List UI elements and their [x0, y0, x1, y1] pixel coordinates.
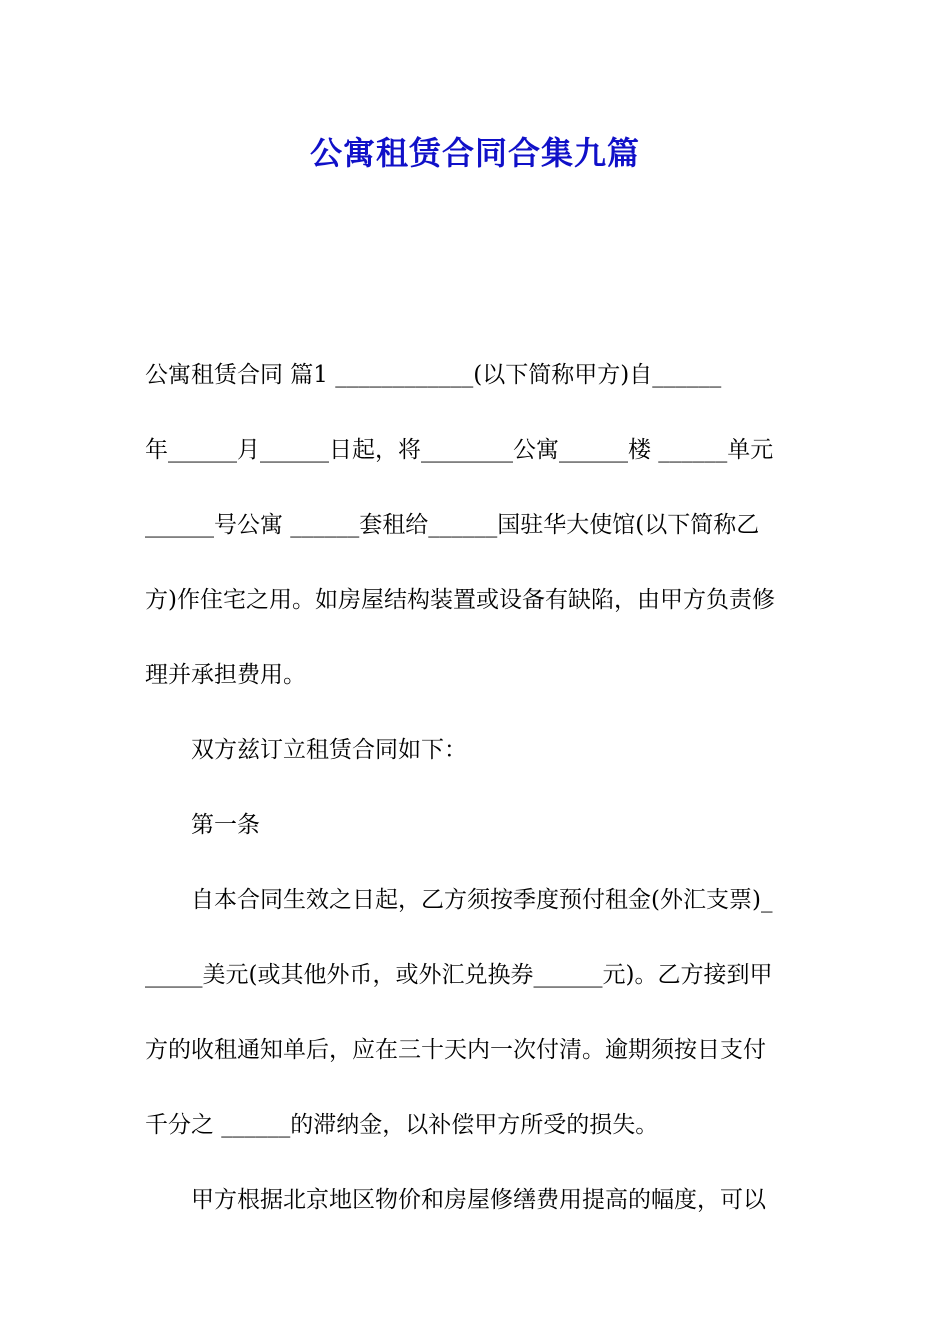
text-line: _____美元(或其他外币，或外汇兑换券______元)。乙方接到甲	[145, 962, 773, 988]
text-line: 年______月______日起，将________公寓______楼 ______单元	[145, 437, 774, 463]
text-line: 千分之 ______的滞纳金，以补偿甲方所受的损失。	[145, 1112, 659, 1138]
text-line: 第一条	[191, 812, 260, 838]
text-line: 方的收租通知单后，应在三十天内一次付清。逾期须按日支付	[145, 1037, 766, 1063]
document-title: 公寓租赁合同合集九篇	[309, 134, 640, 172]
text-line: 方)作住宅之用。如房屋结构装置或设备有缺陷，由甲方负责修	[145, 587, 775, 613]
text-line: 公寓租赁合同 篇1 ____________(以下简称甲方)自______	[145, 362, 722, 388]
text-line: ______号公寓 ______套租给______国驻华大使馆(以下简称乙	[145, 512, 760, 538]
text-line: 理并承担费用。	[145, 662, 306, 688]
text-line: 双方兹订立租赁合同如下：	[191, 737, 467, 763]
text-line: 甲方根据北京地区物价和房屋修缮费用提高的幅度，可以	[191, 1187, 766, 1213]
document-body	[145, 338, 805, 1238]
text-line: 自本合同生效之日起，乙方须按季度预付租金(外汇支票)_	[191, 887, 773, 913]
